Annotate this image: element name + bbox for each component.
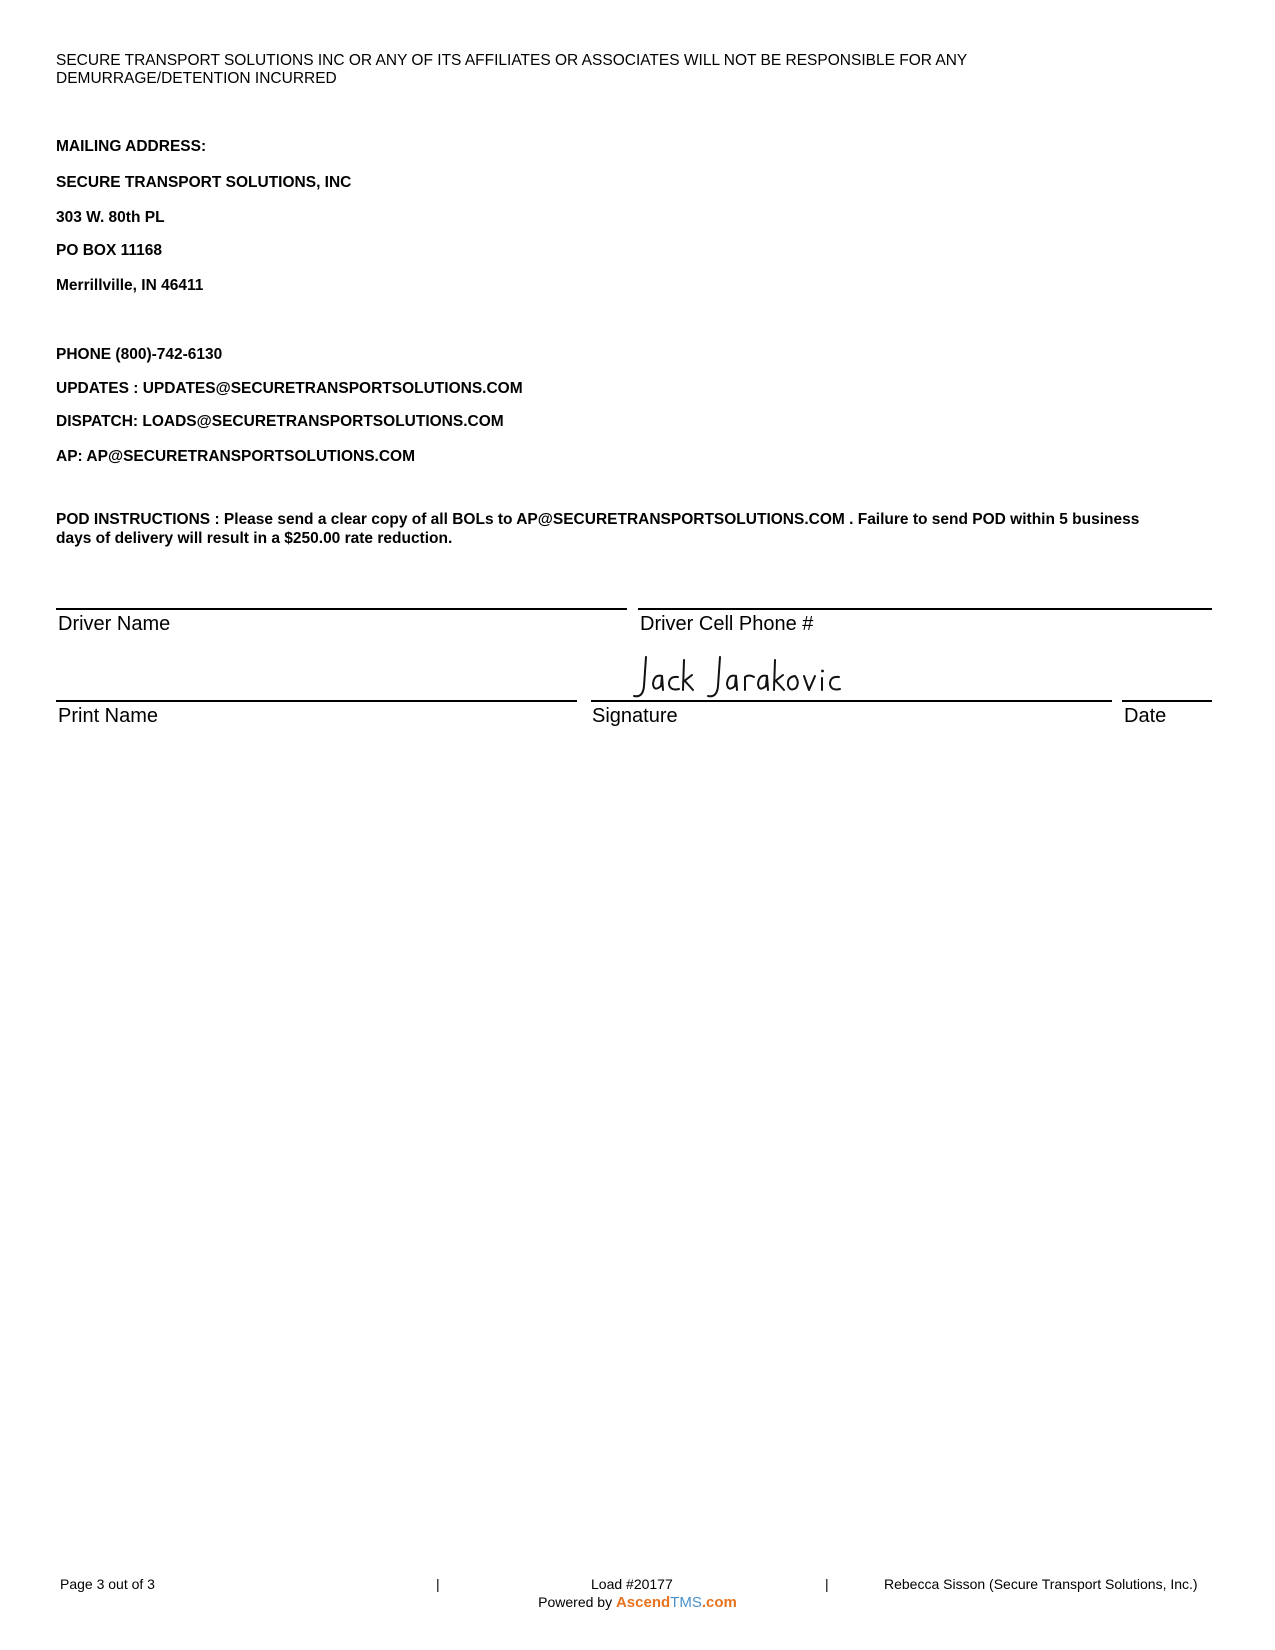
mailing-po-box: PO BOX 11168	[56, 242, 162, 259]
contact-phone: PHONE (800)-742-6130	[56, 346, 223, 363]
date-label: Date	[1124, 705, 1167, 727]
mailing-company: SECURE TRANSPORT SOLUTIONS, INC	[56, 174, 352, 191]
brand-logo-tms: TMS	[670, 1594, 702, 1611]
powered-by-footer	[0, 1594, 1275, 1611]
footer-separator: |	[436, 1576, 440, 1592]
driver-name-label: Driver Name	[58, 613, 171, 635]
mailing-address-heading: MAILING ADDRESS:	[56, 138, 207, 155]
contact-ap-email: AP: AP@SECURETRANSPORTSOLUTIONS.COM	[56, 448, 415, 465]
contact-updates-email: UPDATES : UPDATES@SECURETRANSPORTSOLUTIONS.COM	[56, 380, 523, 397]
footer-load-number: Load #20177	[591, 1576, 673, 1592]
signature-label: Signature	[592, 705, 678, 727]
brand-logo-com: .com	[701, 1594, 737, 1611]
contact-dispatch-email: DISPATCH: LOADS@SECURETRANSPORTSOLUTIONS.COM	[56, 413, 504, 430]
footer-page-number: Page 3 out of 3	[60, 1576, 155, 1592]
powered-by-label: Powered by	[538, 1594, 613, 1610]
print-name-line	[56, 700, 577, 702]
footer-user: Rebecca Sisson (Secure Transport Solutions, Inc.)	[884, 1576, 1198, 1592]
driver-cell-line	[638, 608, 1212, 610]
handwritten-signature	[632, 648, 872, 704]
driver-name-line	[56, 608, 627, 610]
mailing-city-state-zip: Merrillville, IN 46411	[56, 277, 204, 294]
demurrage-disclaimer: SECURE TRANSPORT SOLUTIONS INC OR ANY OF ITS AFFILIATES OR ASSOCIATES WILL NOT BE RESPONSIBLE FOR ANY DEMURRAGE/DETENTION INCURRED	[56, 52, 967, 87]
signature-line	[591, 700, 1112, 702]
brand-logo-ascend: Ascend	[615, 1594, 671, 1611]
driver-cell-label: Driver Cell Phone #	[640, 613, 814, 635]
footer-separator: |	[825, 1576, 829, 1592]
print-name-label: Print Name	[58, 705, 159, 727]
pod-instructions: POD INSTRUCTIONS : Please send a clear copy of all BOLs to AP@SECURETRANSPORTSOLUTIONS.COM . Failure to send POD within 5 business days of delivery will result in a $250.00 rate reduction.	[56, 511, 1140, 547]
mailing-street: 303 W. 80th PL	[56, 209, 165, 226]
date-line	[1122, 700, 1212, 702]
